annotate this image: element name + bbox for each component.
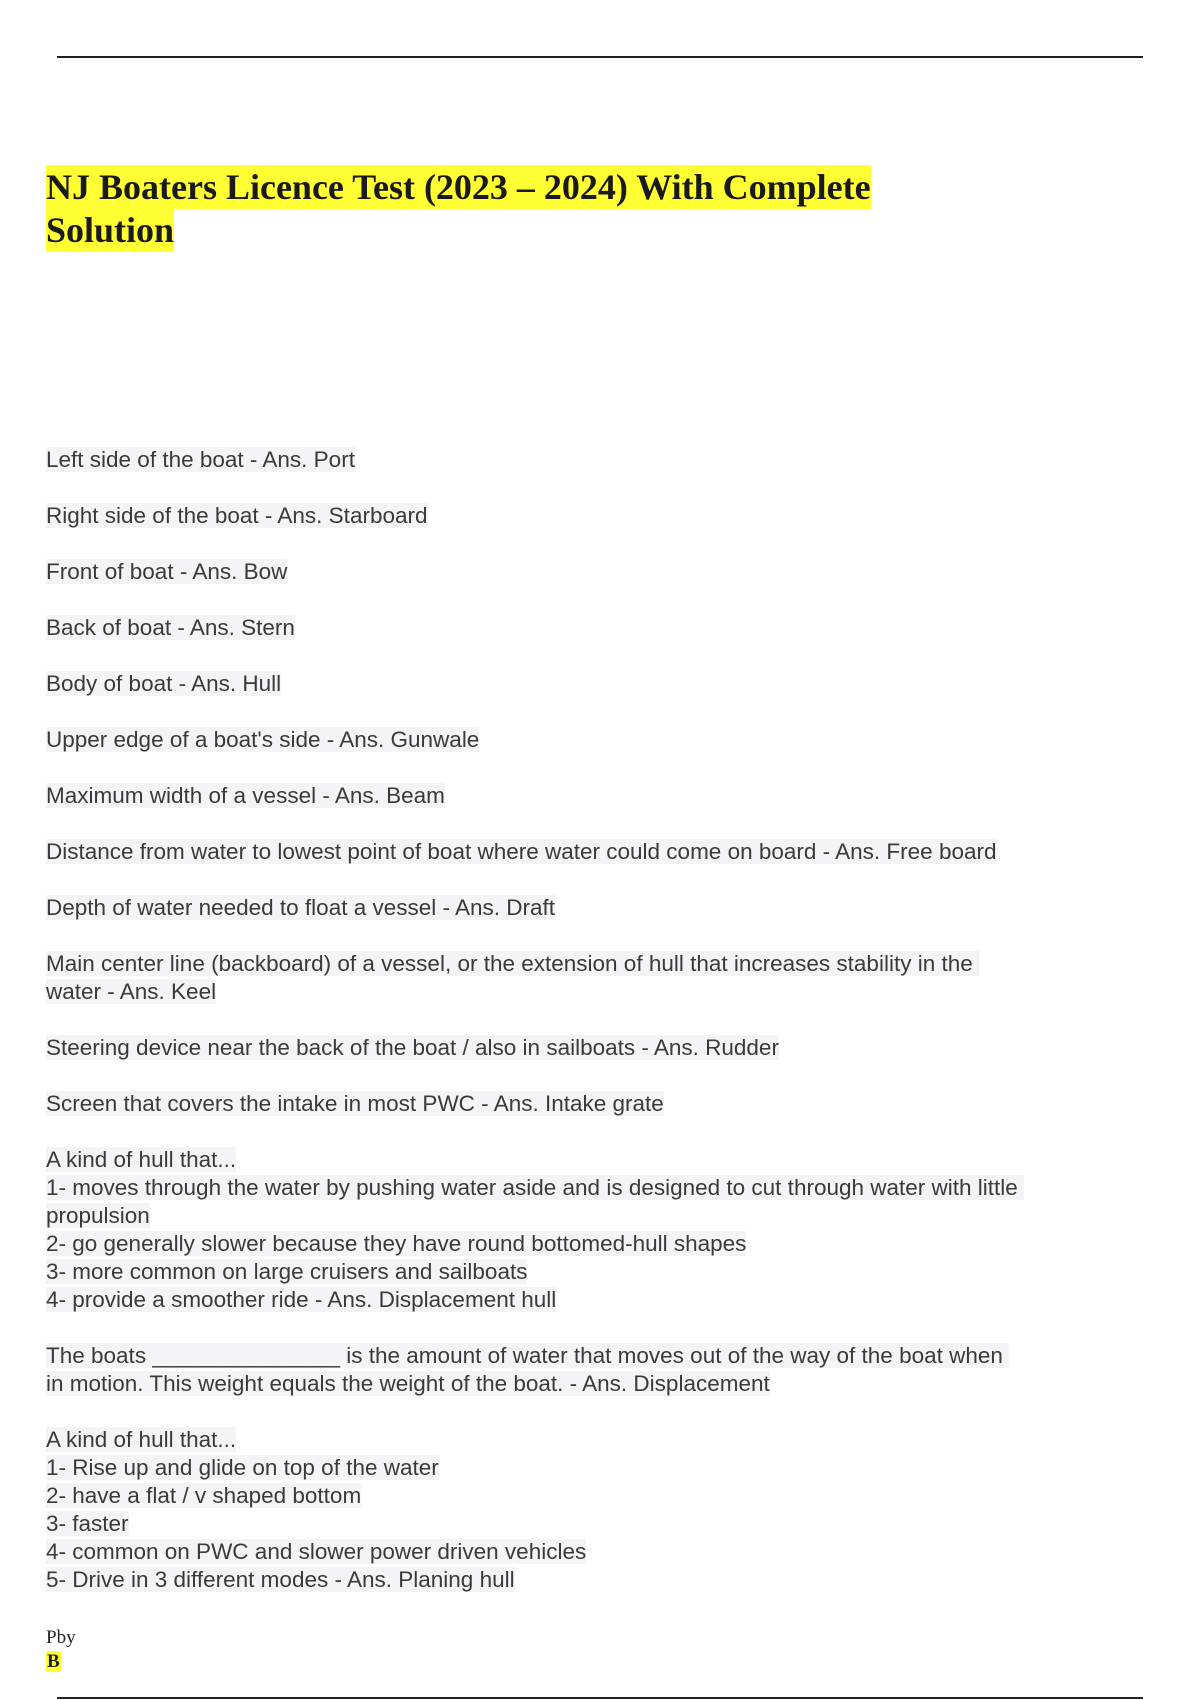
qa-list (46, 446, 1026, 1622)
answer: Ans. Rudder (653, 1035, 779, 1060)
question: Front of boat - (46, 559, 193, 584)
answer: Ans. Displacement (582, 1371, 770, 1396)
question: Main center line (backboard) of a vessel, or the extension of hull that increases stability in the water - (46, 951, 980, 1004)
qa-item (46, 950, 1026, 1006)
qa-item (46, 1342, 1026, 1398)
question: The boats _______________ is the amount of water that moves out of the way of the boat when in motion. This weight equals the weight of the boat. - (46, 1343, 1010, 1396)
question: Maximum width of a vessel - (46, 783, 335, 808)
footer-line-1: Pby (46, 1627, 76, 1648)
qa-item (46, 614, 1026, 642)
bottom-rule (57, 1697, 1143, 1699)
answer: Ans. Bow (192, 559, 288, 584)
answer: Ans. Keel (119, 979, 217, 1004)
answer: Ans. Starboard (277, 503, 428, 528)
question: Depth of water needed to float a vessel - (46, 895, 455, 920)
answer: Ans. Stern (189, 615, 295, 640)
question: A kind of hull that... 1- moves through the water by pushing water aside and is designed to cut through water with little propulsion 2- go generally slower because they have round bottomed-hull shapes 3- more common on large cruisers and sailboats 4- provide a smoother ride - (46, 1147, 1024, 1312)
question: Back of boat - (46, 615, 190, 640)
qa-item (46, 1090, 1026, 1118)
answer: Ans. Hull (191, 671, 282, 696)
answer: Ans. Displacement hull (327, 1287, 557, 1312)
question: Body of boat - (46, 671, 192, 696)
qa-item (46, 838, 1026, 866)
top-rule (57, 56, 1143, 58)
qa-item (46, 446, 1026, 474)
qa-item (46, 502, 1026, 530)
question: Left side of the boat - (46, 447, 263, 472)
document-title (46, 166, 946, 252)
answer: Ans. Draft (455, 895, 556, 920)
qa-item (46, 1146, 1026, 1314)
qa-item (46, 670, 1026, 698)
answer: Ans. Intake grate (493, 1091, 664, 1116)
answer: Ans. Gunwale (339, 727, 480, 752)
footer-line-2: B (47, 1651, 60, 1672)
qa-item (46, 894, 1026, 922)
qa-item (46, 782, 1026, 810)
title-highlight: NJ Boaters Licence Test (2023 – 2024) With Complete Solution (46, 167, 871, 250)
question: Screen that covers the intake in most PWC - (46, 1091, 494, 1116)
question: Distance from water to lowest point of boat where water could come on board - (46, 839, 836, 864)
answer: Ans. Planing hull (346, 1567, 515, 1592)
qa-item (46, 1426, 1026, 1594)
question: Right side of the boat - (46, 503, 278, 528)
qa-item (46, 726, 1026, 754)
answer: Ans. Free board (835, 839, 997, 864)
page-footer (46, 1626, 76, 1674)
qa-item (46, 558, 1026, 586)
question: A kind of hull that... 1- Rise up and glide on top of the water 2- have a flat / v shaped bottom 3- faster 4- common on PWC and slower power driven vehicles 5- Drive in 3 different modes - (46, 1427, 587, 1592)
qa-item (46, 1034, 1026, 1062)
answer: Ans. Port (262, 447, 355, 472)
question: Upper edge of a boat's side - (46, 727, 340, 752)
question: Steering device near the back of the boat / also in sailboats - (46, 1035, 654, 1060)
answer: Ans. Beam (334, 783, 445, 808)
